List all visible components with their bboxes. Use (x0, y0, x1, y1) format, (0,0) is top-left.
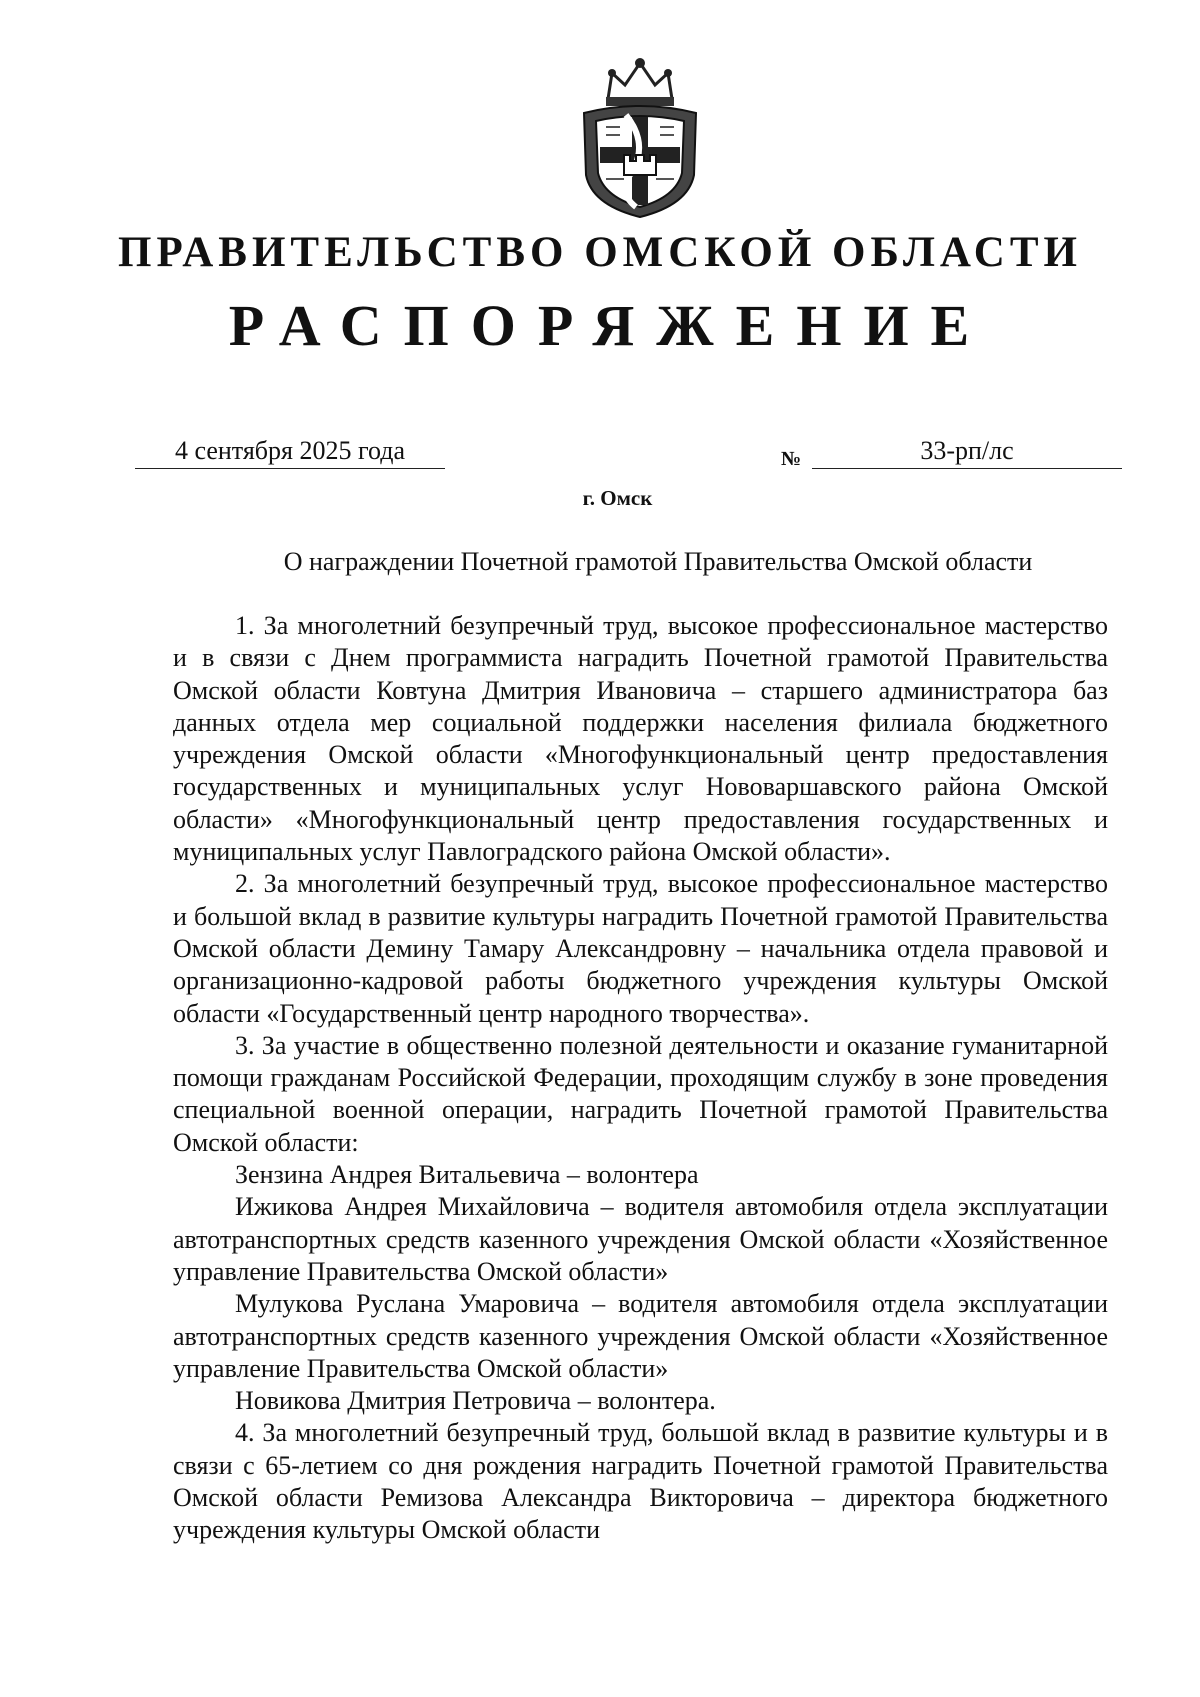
document-date: 4 сентября 2025 года (135, 436, 445, 469)
coat-of-arms-icon (570, 55, 710, 220)
paragraph-3: 3. За участие в общественно полезной деятельности и оказание гуманитарной помощи гражданам Российской Федерации, проходящим службу в зоне проведения специальной военной операции, наградить Почетной грамотой Правительства Омской области: (173, 1030, 1108, 1157)
document-city: г. Омск (582, 486, 653, 510)
awardee-izhikov: Ижикова Андрея Михайловича – водителя автомобиля отдела эксплуатации автотранспортных средств казенного учреждения Омской области «Хозяйственное управление Правительства Омской области» (173, 1192, 1108, 1286)
number-sign: № (781, 448, 802, 470)
paragraph-4: 4. За многолетний безупречный труд, большой вклад в развитие культуры и в связи с 65-летием со дня рождения наградить Почетной грамотой Правительства Омской области Ремизова Александра Викторовича – директора бюджетного учреждения культуры Омской области (173, 1418, 1108, 1545)
organization-title: ПРАВИТЕЛЬСТВО ОМСКОЙ ОБЛАСТИ (118, 229, 1082, 276)
document-type-title: РАСПОРЯЖЕНИЕ (228, 293, 992, 358)
document-number: 33-рп/лс (812, 436, 1122, 469)
document-body (173, 610, 1108, 1547)
document-subject: О награждении Почетной грамотой Правительства Омской области (283, 547, 1033, 576)
paragraph-1: 1. За многолетний безупречный труд, высокое профессиональное мастерство и в связи с Днем программиста наградить Почетной грамотой Правительства Омской области Ковтуна Дмитрия Ивановича – старшего администратора баз данных отдела мер социальной поддержки населения филиала бюджетного учреждения Омской области «Многофункциональный центр предоставления государственных и муниципальных услуг Нововаршавского района Омской области» «Многофункциональный центр предоставления государственных и муниципальных услуг Павлоградского района Омской области». (173, 611, 1108, 867)
awardee-novikov: Новикова Дмитрия Петровича – волонтера. (235, 1386, 716, 1416)
paragraph-2: 2. За многолетний безупречный труд, высокое профессиональное мастерство и большой вклад в развитие культуры наградить Почетной грамотой Правительства Омской области Демину Тамару Александровну – начальника отдела правовой и организационно-кадровой работы бюджетного учреждения культуры Омской области «Государственный центр народного творчества». (173, 869, 1108, 1028)
awardee-zenzin: Зензина Андрея Витальевича – волонтера (235, 1160, 699, 1190)
awardee-mulukov: Мулукова Руслана Умаровича – водителя автомобиля отдела эксплуатации автотранспортных средств казенного учреждения Омской области «Хозяйственное управление Правительства Омской области» (173, 1289, 1108, 1383)
